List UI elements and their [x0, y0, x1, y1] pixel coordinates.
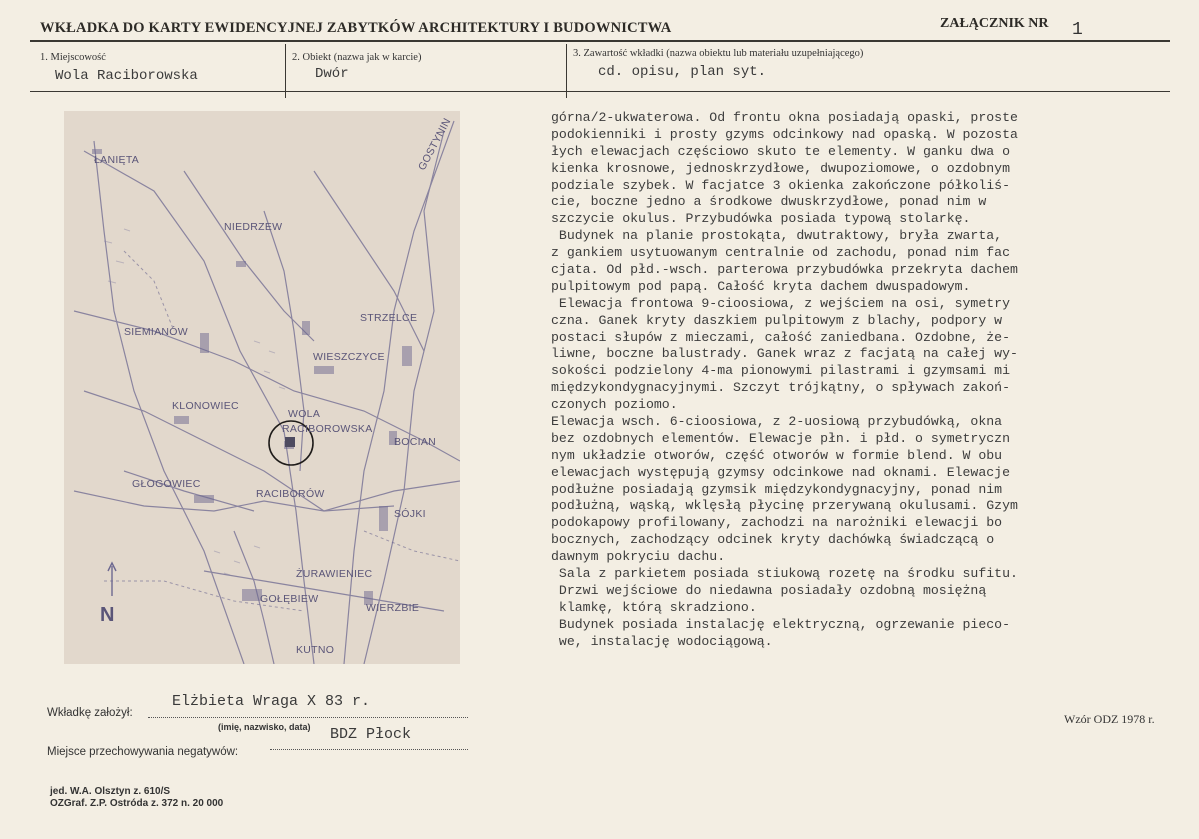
map-label-klonowiec: KLONOWIEC	[172, 400, 239, 412]
storage-dotted-line	[270, 748, 468, 750]
description-text	[551, 110, 1171, 651]
header-rule	[30, 40, 1170, 42]
printer-line-1: jed. W.A. Olsztyn z. 610/S	[50, 786, 171, 797]
description-line: z gankiem usytuowanym centralnie od zachodu, ponad nim fac	[551, 245, 1010, 261]
printer-line-2: OZGraf. Z.P. Ostróda z. 372 n. 20 000	[50, 798, 224, 809]
description-line: Budynek na planie prostokąta, dwutraktowy, bryła zwarta,	[551, 228, 1003, 244]
map-label-lanieta: ŁANIĘTA	[94, 154, 140, 166]
map-place-labels	[94, 116, 454, 656]
description-line: nym układzie otworów, część otworów w formie blend. W obu	[551, 447, 1003, 463]
description-line: czonych poziomo.	[551, 397, 678, 413]
object-label: 2. Obiekt (nazwa jak w karcie)	[292, 52, 422, 63]
description-line: górna/2-ukwaterowa. Od frontu okna posiadają opaski, proste	[551, 110, 1018, 125]
storage-value: BDZ Płock	[330, 726, 412, 743]
description-line: dawnym pokryciu dachu.	[551, 549, 726, 565]
map-label-siemianow: SIEMIANÓW	[124, 326, 188, 338]
description-line: sokości podzielony 4-ma pionowymi pilastrami i gzymsami mi	[551, 363, 1010, 379]
founded-value: Elżbieta Wraga X 83 r.	[172, 693, 371, 710]
map-label-raciborowska: RACIBOROWSKA	[282, 423, 373, 435]
description-line: podokienniki i prosty gzyms odcinkowy nad opaską. W pozosta	[551, 126, 1018, 142]
map-label-strzelce: STRZELCE	[360, 312, 418, 324]
description-line: klamkę, którą skradziono.	[551, 599, 757, 615]
description-line: pulpitowym pod papą. Całość kryta dachem dwuspadowym.	[551, 278, 971, 294]
field-divider-1	[285, 44, 286, 98]
description-line: bez ozdobnych elementów. Elewacje płn. i płd. o symetryczn	[551, 430, 1010, 446]
map-label-raciborow: RACIBORÓW	[256, 488, 325, 500]
map-drawing	[64, 111, 460, 664]
description-line: cie, boczne jedno a środkowe dwuskrzydłowe, ponad nim w	[551, 194, 987, 210]
field-divider-2	[566, 44, 567, 98]
map-label-wieszczyce: WIESZCZYCE	[313, 351, 385, 363]
description-line: Elewacja wsch. 6-cioosiowa, z 2-uosiową przybudówką, okna	[551, 414, 1003, 430]
description-line: postaci słupów z mieczami, całość zaniedbana. Ozdobne, że-	[551, 329, 1010, 345]
sheet-title: WKŁADKA DO KARTY EWIDENCYJNEJ ZABYTKÓW ARCHITEKTURY I BUDOWNICTWA	[40, 20, 672, 36]
fields-rule	[30, 91, 1170, 92]
map-label-bocian: BOCIAN	[394, 436, 437, 448]
description-line: Elewacja frontowa 9-cioosiowa, z wejściem na osi, symetry	[551, 295, 1010, 311]
content-value: cd. opisu, plan syt.	[598, 64, 767, 80]
founded-dotted-line	[148, 716, 468, 718]
content-label: 3. Zawartość wkładki (nazwa obiektu lub materiału uzupełniającego)	[573, 48, 864, 59]
description-line: czna. Ganek kryty daszkiem pulpitowym z blachy, podpory w	[551, 312, 1003, 328]
map-label-sojki: SÓJKI	[394, 508, 426, 520]
description-line: międzykondygnacyjnymi. Szczyt trójkątny, o spływach zakoń-	[551, 380, 1010, 396]
locality-value: Wola Raciborowska	[55, 68, 198, 84]
founded-label: Wkładkę założył:	[47, 707, 133, 719]
description-line: podziale szybek. W facjatce 3 okienka zakończone półkoliś-	[551, 177, 1010, 193]
description-line: Sala z parkietem posiada stiukową rozetę na środku sufitu.	[551, 566, 1018, 582]
description-line: podłużne posiadają gzymsik międzykondygnacyjny, ponad nim	[551, 481, 1003, 497]
description-line: szczycie okulus. Przybudówka posiada typową stolarkę.	[551, 211, 971, 227]
north-arrow	[100, 563, 116, 626]
map-label-zurawieniec: ŻURAWIENIEC	[296, 568, 373, 580]
map-label-wola: WOLA	[288, 408, 321, 420]
north-label: N	[100, 604, 115, 626]
locality-label: 1. Miejscowość	[40, 52, 106, 63]
map-label-golebiew: GOŁĘBIEW	[260, 593, 319, 605]
description-line: podokapowy profilowany, zachodzi na narożniki elewacji bo	[551, 515, 1003, 531]
annex-label: ZAŁĄCZNIK NR	[940, 16, 1049, 31]
description-line: we, instalację wodociągową.	[551, 633, 773, 649]
description-line: kienka krosnowe, jednoskrzydłowe, dwupoziomowe, o ozdobnym	[551, 160, 1010, 176]
map-label-glogowiec: GŁOGOWIEC	[132, 478, 201, 490]
map-label-kutno: KUTNO	[296, 644, 335, 656]
annex-number: 1	[1072, 20, 1083, 40]
map-label-gostynin: GOSTYNIN	[416, 116, 454, 173]
description-line: elewacjach występują gzymsy odcinkowe nad oknami. Elewacje	[551, 464, 1010, 480]
site-plan-map	[64, 111, 460, 664]
form-model: Wzór ODZ 1978 r.	[1064, 712, 1155, 726]
map-label-niedrzew: NIEDRZEW	[224, 221, 283, 233]
map-label-wierzbie: WIERZBIE	[366, 602, 420, 614]
description-line: cjata. Od płd.-wsch. parterowa przybudówka przekryta dachem	[551, 262, 1018, 278]
description-line: łych elewacjach częściowo skuto te elementy. W ganku dwa o	[551, 143, 1010, 159]
description-line: bocznych, zachodzący odcinek kryty dachówką świadczącą o	[551, 532, 995, 548]
description-line: podłużną, wąską, wklęsłą płycinę przerywaną okulusami. Gzym	[551, 498, 1018, 514]
description-line: Budynek posiada instalację elektryczną, ogrzewanie pieco-	[551, 616, 1010, 632]
description-line: Drzwi wejściowe do niedawna posiadały ozdobną mosiężną	[551, 582, 987, 598]
storage-label: Miejsce przechowywania negatywów:	[47, 746, 239, 758]
founded-hint: (imię, nazwisko, data)	[218, 722, 311, 732]
description-line: liwne, boczne balustrady. Ganek wraz z facjatą na całej wy-	[551, 346, 1018, 362]
object-value: Dwór	[315, 66, 349, 82]
